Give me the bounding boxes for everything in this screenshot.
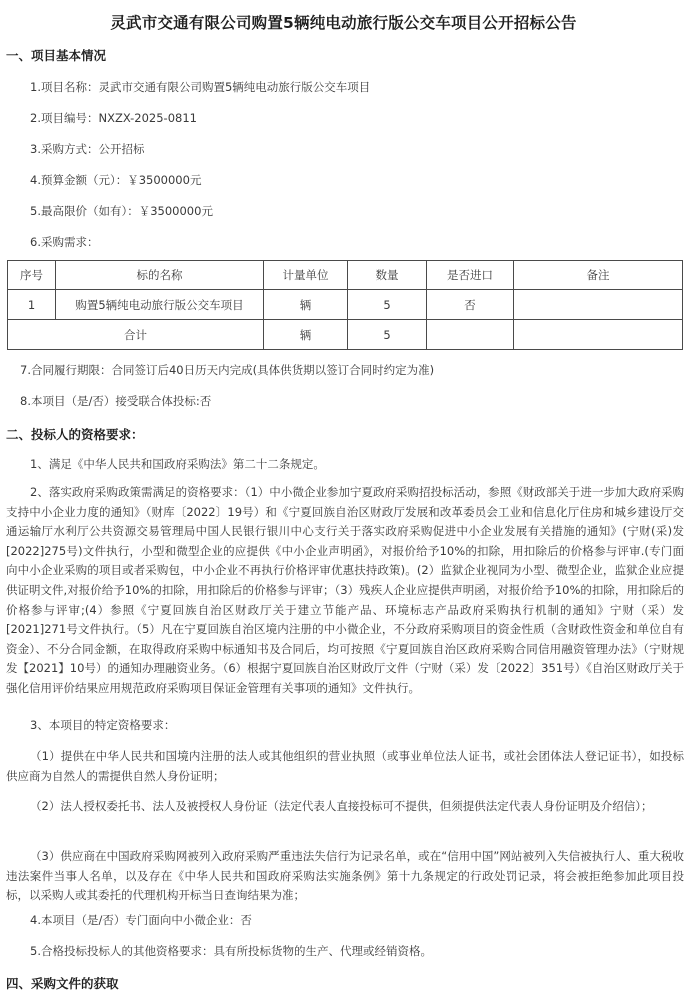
cell-total-unit: 辆 <box>264 320 348 350</box>
col-header-remarks: 备注 <box>514 261 683 290</box>
col-header-item-name: 标的名称 <box>56 261 264 290</box>
qualification-paragraph-2: 2、落实政府采购政策需满足的资格要求：（1）中小微企业参加宁夏政府采购招投标活动，参照《财政部关于进一步加大政府采购支持中小企业力度的通知》（财库〔2022〕19号）和《宁夏回族自治区财政厅发展和改革委员会工业和信息化厅住房和城乡建设厅交通运输厅水利厅公共资源交易管理局中国人民银行银川中心支行关于落实政府采购促进中小企业发展有关措施的通知》(宁财(采)发[2022]275号)文件执行，小型和微型企业的应提供《中小企业声明函》，对报价给予10%的扣除，用扣除后的价格参与评审.(专门面向中小企业采购的项目或者采购包，中小企业不再执行价格评审优惠扶持政策)。(2）监狱企业视同为小型、微型企业，监狱企业应提供证明文件,对报价给予10%的扣除，用扣除后的价格参与评审；（3）残疾人企业应提供声明函，对报价给予10%的扣除，用扣除后的价格参与评审;(4）参照《宁夏回族自治区财政厅关于建立节能产品、环境标志产品政府采购执行机制的通知》宁财（采）发[2021]271号文件执行。（5）凡在宁夏回族自治区境内注册的中小微企业，不分政府采购项目的资金性质（含财政性资金和单位自有资金）、不分合同金额，在取得政府采购中标通知书及合同后，均可按照《宁夏回族自治区政府采购合同信用融资管理办法》（宁财规发【2021】10号）的通知办理融资业务。（6）根据宁夏回族自治区财政厅文件（宁财（采）发〔2022〕351号）《自治区财政厅关于强化信用评价结果应用规范政府采购项目保证金管理有关事项的通知》文件执行。 <box>6 485 684 695</box>
qualification-paragraph-1: 1、满足《中华人民共和国政府采购法》第二十二条规定。 <box>30 457 325 471</box>
requirements-table <box>7 260 683 350</box>
cell-total-label: 合计 <box>8 320 264 350</box>
max-price-line: 5.最高限价（如有）：￥3500000元 <box>30 204 213 218</box>
sme-only-line: 4.本项目（是/否）专门面向中小微企业：否 <box>30 913 252 927</box>
col-header-imported: 是否进口 <box>427 261 514 290</box>
cell-total-empty-2 <box>514 320 683 350</box>
cell-remarks <box>514 290 683 320</box>
consortium-line: 8.本项目（是/否）接受联合体投标:否 <box>20 394 212 408</box>
specific-requirement-2: （2）法人授权委托书、法人及被授权人身份证（法定代表人直接投标可不提供，但须提供法定代表人身份证明及介绍信）； <box>30 799 653 813</box>
cell-quantity: 5 <box>348 290 427 320</box>
qualification-paragraph-3: 3、本项目的特定资格要求： <box>30 718 176 732</box>
other-qualification-line: 5.合格投标投标人的其他资格要求：具有所投标货物的生产、代理或经销资格。 <box>30 944 432 958</box>
section-heading-basic-info: 一、项目基本情况 <box>6 48 107 63</box>
table-header-row <box>8 261 683 290</box>
col-header-quantity: 数量 <box>348 261 427 290</box>
cell-index: 1 <box>8 290 56 320</box>
procurement-method-line: 3.采购方式：公开招标 <box>30 142 145 156</box>
cell-unit: 辆 <box>264 290 348 320</box>
col-header-index: 序号 <box>8 261 56 290</box>
cell-imported: 否 <box>427 290 514 320</box>
section-heading-qualifications: 二、投标人的资格要求： <box>6 427 144 442</box>
cell-item-name: 购置5辆纯电动旅行版公交车项目 <box>56 290 264 320</box>
table-total-row <box>8 320 683 350</box>
budget-line: 4.预算金额（元）：￥3500000元 <box>30 173 202 187</box>
procurement-requirements-line: 6.采购需求： <box>30 235 99 249</box>
col-header-unit: 计量单位 <box>264 261 348 290</box>
table-row <box>8 290 683 320</box>
cell-total-quantity: 5 <box>348 320 427 350</box>
cell-total-empty-1 <box>427 320 514 350</box>
project-name-line: 1.项目名称：灵武市交通有限公司购置5辆纯电动旅行版公交车项目 <box>30 80 371 94</box>
section-heading-procurement-docs: 四、采购文件的获取 <box>6 976 119 991</box>
specific-requirement-1: （1）提供在中华人民共和国境内注册的法人或其他组织的营业执照（或事业单位法人证书，或社会团体法人登记证书），如投标供应商为自然人的需提供自然人身份证明； <box>6 749 684 783</box>
contract-period-line: 7.合同履行期限：合同签订后40日历天内完成(具体供货期以签订合同时约定为准) <box>20 363 435 377</box>
project-number-line: 2.项目编号：NXZX-2025-0811 <box>30 111 197 125</box>
page-title: 灵武市交通有限公司购置5辆纯电动旅行版公交车项目公开招标公告 <box>110 14 577 32</box>
specific-requirement-3: （3）供应商在中国政府采购网被列入政府采购严重违法失信行为记录名单，或在“信用中国”网站被列入失信被执行人、重大税收违法案件当事人名单，以及存在《中华人民共和国政府采购法实施条例》第十九条规定的行政处罚记录，将会被拒绝参加此项目投标，以采购人或其委托的代理机构开标当日查询结果为准； <box>6 849 684 903</box>
